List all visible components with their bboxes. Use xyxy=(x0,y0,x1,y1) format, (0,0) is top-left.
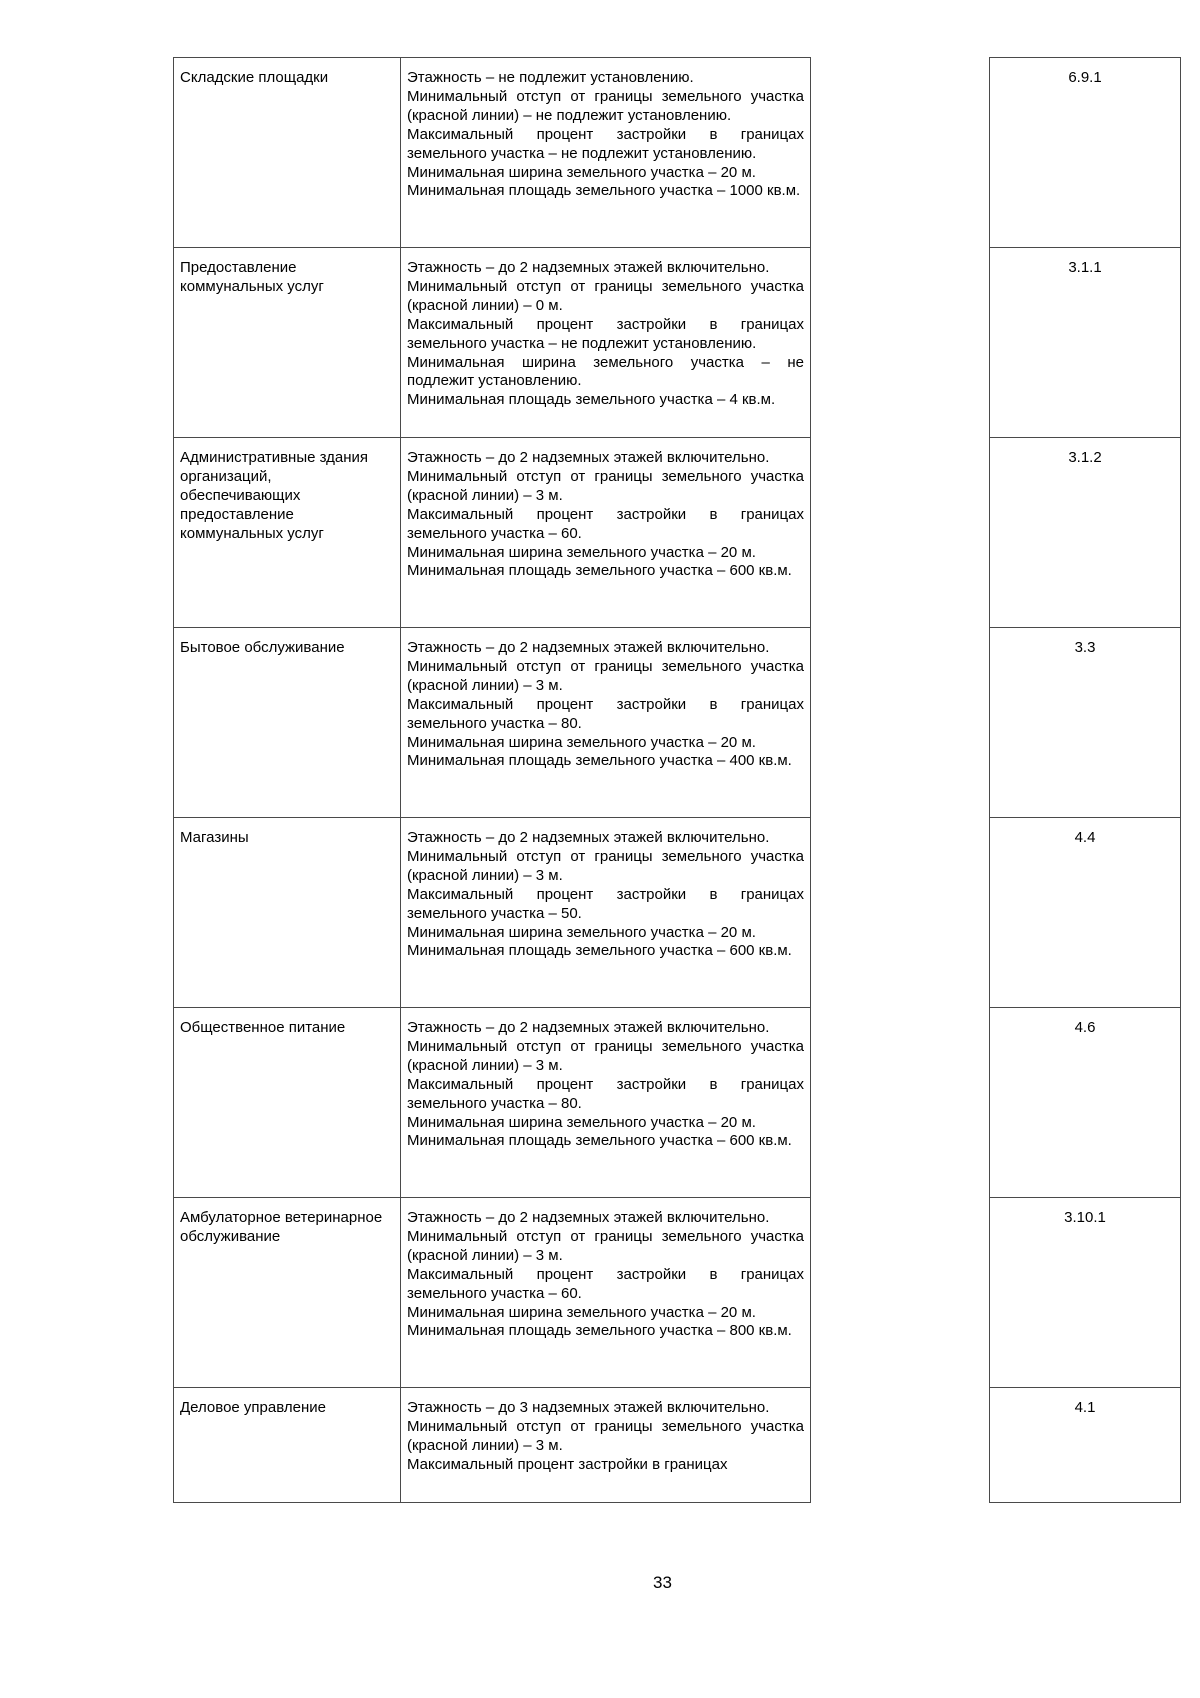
use-type-name: Амбулаторное ветеринарное обслуживание xyxy=(180,1209,383,1245)
table-row xyxy=(174,1008,1181,1198)
use-code: 4.1 xyxy=(1074,1399,1096,1416)
code-cell xyxy=(990,628,1181,818)
code-cell xyxy=(990,1008,1181,1198)
param-line: Этажность – не подлежит установлению. xyxy=(407,69,694,86)
use-type-cell xyxy=(174,628,401,818)
use-type-name: Предоставление коммунальных услуг xyxy=(180,259,324,295)
parameters-cell xyxy=(401,1008,811,1198)
parameters-cell xyxy=(401,58,811,248)
param-line: Максимальный процент застройки в границах земельного участка – 80. xyxy=(407,1075,804,1112)
use-type-name: Магазины xyxy=(180,829,249,846)
param-line: Максимальный процент застройки в границах земельного участка – не подлежит установлению. xyxy=(407,125,804,162)
table-row xyxy=(174,818,1181,1008)
param-line: Максимальный процент застройки в границах земельного участка – 50. xyxy=(407,885,804,922)
param-line: Минимальная площадь земельного участка – 800 кв.м. xyxy=(407,1322,792,1340)
code-cell xyxy=(990,1388,1181,1503)
use-type-cell xyxy=(174,248,401,438)
param-line: Этажность – до 3 надземных этажей включительно. xyxy=(407,1399,770,1416)
param-line: Минимальная площадь земельного участка – 4 кв.м. xyxy=(407,391,776,409)
parameters-cell xyxy=(401,1198,811,1388)
empty-column-cell xyxy=(811,58,990,1503)
param-line: Этажность – до 2 надземных этажей включительно. xyxy=(407,639,770,656)
param-line: Минимальная ширина земельного участка – 20 м. xyxy=(407,733,756,751)
param-line: Минимальная ширина земельного участка – 20 м. xyxy=(407,1113,756,1131)
param-line: Минимальная площадь земельного участка – 600 кв.м. xyxy=(407,942,792,960)
param-line: Минимальная площадь земельного участка – 600 кв.м. xyxy=(407,1132,792,1150)
parameters-cell xyxy=(401,1388,811,1503)
param-line: Этажность – до 2 надземных этажей включительно. xyxy=(407,1209,770,1226)
use-code: 3.1.1 xyxy=(1068,259,1102,276)
use-type-cell xyxy=(174,1198,401,1388)
param-line: Минимальный отступ от границы земельного участка (красной линии) – 3 м. xyxy=(407,1037,804,1074)
parameters-cell xyxy=(401,248,811,438)
use-type-cell xyxy=(174,58,401,248)
table-row xyxy=(174,248,1181,438)
use-type-cell xyxy=(174,1008,401,1198)
param-line: Этажность – до 2 надземных этажей включительно. xyxy=(407,829,770,846)
param-line: Минимальный отступ от границы земельного участка (красной линии) – 0 м. xyxy=(407,277,804,314)
table-row xyxy=(174,58,1181,248)
table-row xyxy=(174,1388,1181,1503)
param-line: Минимальная ширина земельного участка – не подлежит установлению. xyxy=(407,353,804,390)
land-use-table xyxy=(173,57,1181,1503)
parameters-cell xyxy=(401,438,811,628)
param-line: Этажность – до 2 надземных этажей включительно. xyxy=(407,259,770,276)
use-type-name: Складские площадки xyxy=(180,69,329,86)
use-type-name: Административные здания организаций, обеспечивающих предоставление коммунальных услуг xyxy=(180,449,369,542)
param-line: Минимальный отступ от границы земельного участка (красной линии) – 3 м. xyxy=(407,847,804,884)
param-line: Минимальный отступ от границы земельного участка (красной линии) – 3 м. xyxy=(407,1417,804,1454)
use-code: 4.6 xyxy=(1074,1019,1096,1036)
code-cell xyxy=(990,818,1181,1008)
param-line: Минимальная площадь земельного участка – 400 кв.м. xyxy=(407,752,792,770)
param-line: Минимальная площадь земельного участка – 600 кв.м. xyxy=(407,562,792,580)
table-row xyxy=(174,438,1181,628)
use-type-cell xyxy=(174,818,401,1008)
param-line: Максимальный процент застройки в границах xyxy=(407,1455,728,1473)
param-line: Минимальная ширина земельного участка – 20 м. xyxy=(407,1303,756,1321)
use-code: 3.1.2 xyxy=(1068,449,1102,466)
use-code: 3.10.1 xyxy=(1064,1209,1106,1226)
parameters-cell xyxy=(401,628,811,818)
param-line: Этажность – до 2 надземных этажей включительно. xyxy=(407,449,770,466)
table-row xyxy=(174,628,1181,818)
code-cell xyxy=(990,248,1181,438)
param-line: Минимальная ширина земельного участка – 20 м. xyxy=(407,163,756,181)
code-cell xyxy=(990,58,1181,248)
param-line: Минимальный отступ от границы земельного участка (красной линии) – 3 м. xyxy=(407,657,804,694)
param-line: Максимальный процент застройки в границах земельного участка – 80. xyxy=(407,695,804,732)
table-row xyxy=(174,1198,1181,1388)
parameters-cell xyxy=(401,818,811,1008)
param-line: Максимальный процент застройки в границах земельного участка – 60. xyxy=(407,1265,804,1302)
use-type-cell xyxy=(174,1388,401,1503)
use-type-name: Деловое управление xyxy=(180,1399,326,1416)
use-type-name: Бытовое обслуживание xyxy=(180,639,345,656)
param-line: Максимальный процент застройки в границах земельного участка – 60. xyxy=(407,505,804,542)
use-type-name: Общественное питание xyxy=(180,1019,346,1036)
use-code: 3.3 xyxy=(1074,639,1096,656)
use-type-cell xyxy=(174,438,401,628)
code-cell xyxy=(990,1198,1181,1388)
param-line: Минимальная площадь земельного участка – 1000 кв.м. xyxy=(407,182,801,200)
param-line: Минимальная ширина земельного участка – 20 м. xyxy=(407,923,756,941)
use-code: 4.4 xyxy=(1074,829,1096,846)
param-line: Этажность – до 2 надземных этажей включительно. xyxy=(407,1019,770,1036)
param-line: Минимальный отступ от границы земельного участка (красной линии) – не подлежит установлению. xyxy=(407,87,804,124)
page-number: 33 xyxy=(653,1573,672,1592)
param-line: Максимальный процент застройки в границах земельного участка – не подлежит установлению. xyxy=(407,315,804,352)
param-line: Минимальный отступ от границы земельного участка (красной линии) – 3 м. xyxy=(407,467,804,504)
code-cell xyxy=(990,438,1181,628)
use-code: 6.9.1 xyxy=(1068,69,1102,86)
param-line: Минимальный отступ от границы земельного участка (красной линии) – 3 м. xyxy=(407,1227,804,1264)
param-line: Минимальная ширина земельного участка – 20 м. xyxy=(407,543,756,561)
